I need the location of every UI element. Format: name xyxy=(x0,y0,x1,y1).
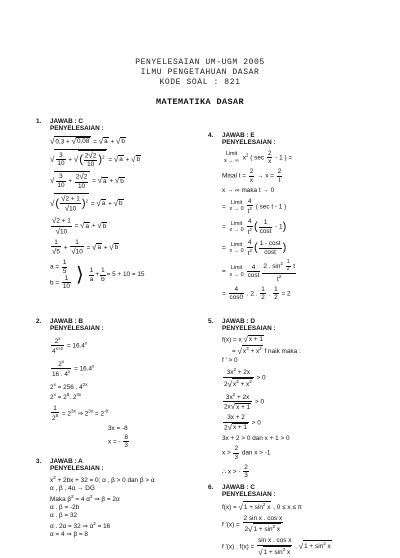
answer-label: JAWAB : A xyxy=(50,458,83,465)
p5-step-9: ∴ x > - $\frac{2}{3}$ xyxy=(222,464,248,480)
problem-number: 5. xyxy=(208,318,214,325)
solution-label: PENYELESAIAN : xyxy=(222,139,276,147)
p4-step-2: Misal t = $\frac{2}{x}$ → x = $\frac{2}{t}$ xyxy=(222,168,282,184)
solution-label: PENYELESAIAN : xyxy=(222,491,276,499)
section-title: MATEMATIKA DASAR xyxy=(155,97,244,107)
p4-step-3: x → ∞ maka t → 0 xyxy=(222,187,275,195)
problem-number: 3. xyxy=(36,458,42,465)
p2-step-2: $\frac{2^x}{16 . 4^x}$ = $16.4^x$ xyxy=(52,358,95,379)
answer-label: JAWAB : C xyxy=(50,118,84,125)
p3-step-1: $x^2 + 2bx + 32 = 0$; α , β > 0 dan β > α xyxy=(50,474,155,484)
problem-body xyxy=(222,484,332,558)
p1-step-4: √( $\frac{√2 + 1}{√10}$ )$^2$ = √a + √b xyxy=(50,194,123,214)
p4-step-1: Limit x → ∞ $x^2$ ( sec $\frac{2}{x}$ - 1 ) = xyxy=(224,149,293,166)
p1-step-7: a = $\frac{1}{5}$ b = $\frac{1}{10}$ ⟩ $\frac{1}{a}$ + $\frac{1}{b}$ = 5 + 10 = 15 xyxy=(50,259,145,291)
p3-step-5: α . β = 32 xyxy=(50,512,78,520)
p3-step-2: α , β , 4α → DG xyxy=(50,485,95,493)
p2-step-5: $\frac{1}{2^8}$ = $2^{3x}$ ⇒ $2^{3x} = 2^{-8}$ xyxy=(52,404,109,423)
p2-step-1: $\frac{2^x}{4^{x+2}}$ = $16.4^x$ xyxy=(52,335,88,356)
p3-step-7: α = 4 ⇒ β = 8 xyxy=(50,531,88,539)
header-line-3: KODE SOAL : 821 xyxy=(159,78,241,87)
p4-step-6: = Limit x → 0 $\frac{4}{t^2}$ ( $\frac{1 - \cos t}{\cos t}$ ) xyxy=(222,239,287,257)
header-line-2: ILMU PENGETAHUAN DASAR xyxy=(140,68,260,77)
p5-step-5: $\frac{3x^2 + 2x}{2x√x + 1}$ > 0 xyxy=(224,391,265,412)
problem-body xyxy=(50,318,130,451)
problem-body xyxy=(50,458,155,540)
solution-label: PENYELESAIAN : xyxy=(50,125,104,133)
answer-label: JAWAB : C xyxy=(222,484,256,491)
p2-step-3: $2^x = 256$ . $4^{2x}$ xyxy=(50,381,88,391)
p6-step-1: $f(x) = √1 + \sin^2 x$ , 0 ≤ x ≤ π xyxy=(222,501,303,512)
p3-step-3: Maka $\beta^2 = 4$ $\alpha^2$ ⇒ β = 2α xyxy=(50,493,120,503)
problem-number: 6. xyxy=(208,484,214,491)
problem-number: 2. xyxy=(36,318,42,325)
p4-step-5: = Limit x → 0 $\frac{4}{t^2}$ ( $\frac{1}{\cos t}$ - 1) xyxy=(222,218,287,236)
p4-step-4: = Limit x → 0 $\frac{4}{t^2}$ ( sec t - 1 ) xyxy=(222,197,287,215)
p3-step-4: α . β = -2b xyxy=(50,504,80,512)
solution-label: PENYELESAIAN : xyxy=(50,325,104,333)
answer-label: JAWAB : D xyxy=(222,318,256,325)
solution-label: PENYELESAIAN : xyxy=(50,465,104,473)
p6-step-2: f '(x) = $\frac{\text{2 sin x . cos x}}{2√1 + \sin^2 x}$ xyxy=(222,514,283,534)
p5-step-1: f(x) = x √x + 1 xyxy=(222,334,263,344)
p2-step-7: x = - $\frac{8}{3}$ xyxy=(108,433,128,450)
p3-step-6: α . 2α = 32 ⇒ $\alpha^2 = 16$ xyxy=(50,520,111,530)
answer-label: JAWAB : B xyxy=(50,318,84,325)
p1-step-2: √ $\frac{3}{10}$ + √( $\frac{2√2}{10}$ )$^2$ = √a + √b xyxy=(50,150,141,169)
answer-label: JAWAB : E xyxy=(222,132,255,139)
header-line-1: PENYELESAIAN UM-UGM 2005 xyxy=(135,58,265,67)
p1-step-5: $\frac{√2 + 1}{√10}$ = √a + √b xyxy=(52,216,107,236)
problem-number: 1. xyxy=(36,118,42,125)
p1-step-1: √0,3 + √0,08 = √a + √b xyxy=(50,136,125,146)
p5-step-3: f ' > 0 xyxy=(222,356,238,364)
p4-step-7: = Limit x → 0 $\frac{4}{\cos t}$ 2 . $\sin^2$ $\frac{1}{2}$ t $t^2$ xyxy=(222,259,296,283)
problem-body xyxy=(50,118,144,294)
p1-step-6: $\frac{1}{√5}$ + $\frac{1}{√10}$ = √a + √b xyxy=(52,238,119,257)
p2-step-6: 3x = -8 xyxy=(108,425,128,433)
p4-step-8: = $\frac{4}{\cos 0}$ . 2 . $\frac{1}{2}$ . $\frac{1}{2}$ = 2 xyxy=(222,286,291,302)
problem-number: 4. xyxy=(208,132,214,139)
p5-step-8: x > $\frac{2}{3}$ dan x > -1 xyxy=(222,445,271,461)
p5-step-7: 3x + 2 > 0 dan x + 1 > 0 xyxy=(222,435,290,443)
p6-step-3: f '(x) . f(x) = $\frac{\text{sin x . cos x}}{√1 + \sin^2 x}$ . $√1 + \sin^2 x$ xyxy=(222,537,331,557)
p5-step-4: $\frac{3x^2 + 2x}{2√x^3 + x^2}$ > 0 xyxy=(224,367,266,389)
solution-label: PENYELESAIAN : xyxy=(222,325,276,333)
p5-step-6: $\frac{3x + 2}{2√x + 1}$ > 0 xyxy=(224,414,261,432)
p2-step-4: $2^x = 2^8$. $2^{4x}$ xyxy=(50,392,82,402)
p5-step-2: = $√x^3 + x^2$ f naik maka : xyxy=(232,345,301,356)
problem-body xyxy=(222,132,297,305)
p1-step-3: √ $\frac{3}{10}$ + $\frac{2√2}{10}$ = √a + √b xyxy=(50,172,124,190)
problem-body xyxy=(222,318,301,483)
